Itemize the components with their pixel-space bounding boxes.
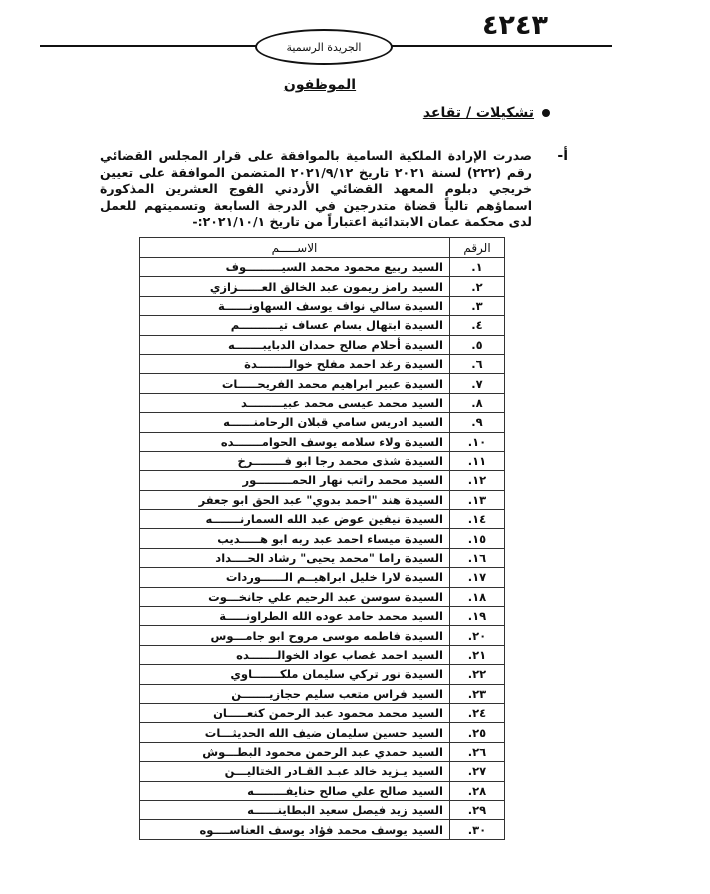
- appointee-name: السيدة ولاء سلامه يوسف الحوامـــــــده: [140, 432, 450, 451]
- appointee-name: السيد احمد غصاب عواد الخوالـــــــده: [140, 645, 450, 664]
- appointee-name: السيد صالح علي صالح حنايفــــــــه: [140, 781, 450, 800]
- row-number: ٢٣.: [450, 684, 505, 703]
- section-title: الموظفون: [283, 77, 357, 93]
- appointee-name: السيدة عبير ابراهيم محمد الفريحـــــات: [140, 374, 450, 393]
- appointee-name: السيدة نور تركي سليمان ملكـــــــاوي: [140, 665, 450, 684]
- table-row: [140, 471, 505, 490]
- row-number: ٢٩.: [450, 800, 505, 819]
- row-number: ٥.: [450, 335, 505, 354]
- appointee-name: السيد محمد محمود عبد الرحمن كنعـــــان: [140, 703, 450, 722]
- table-row: [140, 413, 505, 432]
- appointee-name: السيد ربيع محمود محمد السيـــــــــوف: [140, 258, 450, 277]
- row-number: ١٩.: [450, 607, 505, 626]
- appointee-name: السيد ادريس سامي قبلان الرحامنــــــه: [140, 413, 450, 432]
- appointee-name: السيد يـزيد خالد عبـد القـادر الختاليـــن: [140, 762, 450, 781]
- gazette-title-oval: [255, 29, 393, 65]
- appointee-name: السيدة نيفين عوض عبد الله السمارنـــــــه: [140, 510, 450, 529]
- row-number: ١٠.: [450, 432, 505, 451]
- appointee-name: السيدة لارا خليل ابراهيــم الــــــوردات: [140, 568, 450, 587]
- appointee-name: السيد زيد فيصل سعيد البطاينــــــه: [140, 800, 450, 819]
- row-number: ١٦.: [450, 548, 505, 567]
- row-number: ٢٤.: [450, 703, 505, 722]
- table-body: [140, 258, 505, 840]
- table-row: [140, 548, 505, 567]
- row-number: ١٨.: [450, 587, 505, 606]
- table-row: [140, 587, 505, 606]
- row-number: ٢١.: [450, 645, 505, 664]
- table-row: [140, 762, 505, 781]
- appointee-name: السيدة سالي نواف يوسف السهاونــــــة: [140, 296, 450, 315]
- table-row: [140, 432, 505, 451]
- table-row: [140, 723, 505, 742]
- appointee-name: السيد فراس متعب سليم حجازيـــــــن: [140, 684, 450, 703]
- name-column-header: الاســـــم: [140, 238, 450, 258]
- appointee-name: السيدة ميساء احمد عبد ربه ابو هـــــديب: [140, 529, 450, 548]
- bullet-icon: [542, 109, 550, 117]
- table-row: [140, 490, 505, 509]
- row-number: ١٧.: [450, 568, 505, 587]
- appointee-name: السيد حمدي عبد الرحمن محمود البطـــوش: [140, 742, 450, 761]
- appointee-name: السيد محمد راتب نهار الحمـــــــــور: [140, 471, 450, 490]
- appointee-name: السيدة راما "محمد يحيى" رشاد الحــــداد: [140, 548, 450, 567]
- appointee-name: السيدة رغد احمد مفلح خوالــــــــدة: [140, 354, 450, 373]
- table-row: [140, 529, 505, 548]
- table-row: [140, 781, 505, 800]
- table-row: [140, 451, 505, 470]
- table-row: [140, 335, 505, 354]
- table-row: [140, 607, 505, 626]
- appointees-table: [139, 237, 505, 840]
- row-number: ١٤.: [450, 510, 505, 529]
- number-column-header: الرقم: [450, 238, 505, 258]
- row-number: ٢٨.: [450, 781, 505, 800]
- gazette-title: الجريدة الرسمية: [286, 40, 362, 54]
- appointee-name: السيدة ابتهال بسام عساف تيــــــــــم: [140, 316, 450, 335]
- table-row: [140, 684, 505, 703]
- appointee-name: السيد حسين سليمان ضيف الله الحديثـــات: [140, 723, 450, 742]
- table-row: [140, 374, 505, 393]
- row-number: ٢٧.: [450, 762, 505, 781]
- appointee-name: السيدة أحلام صالح حمدان الدبايبـــــــه: [140, 335, 450, 354]
- table-header-row: [140, 238, 505, 258]
- table-row: [140, 800, 505, 819]
- table-row: [140, 354, 505, 373]
- appointee-name: السيد رامز ريمون عبد الخالق العــــــزازي: [140, 277, 450, 296]
- table-row: [140, 645, 505, 664]
- table-row: [140, 296, 505, 315]
- table-row: [140, 258, 505, 277]
- appointee-name: السيد محمد عيسى محمد عبيـــــــــد: [140, 393, 450, 412]
- appointee-name: السيدة شذى محمد رجا ابو فــــــــرخ: [140, 451, 450, 470]
- subsection-title: تشكيلات / تقاعد: [422, 105, 534, 121]
- appointee-name: السيد يوسف محمد فؤاد يوسف العناســــوه: [140, 820, 450, 839]
- paragraph-marker: أ-: [557, 148, 568, 164]
- row-number: ١٢.: [450, 471, 505, 490]
- table-row: [140, 703, 505, 722]
- row-number: ٢٠.: [450, 626, 505, 645]
- row-number: ٣٠.: [450, 820, 505, 839]
- row-number: ٧.: [450, 374, 505, 393]
- table-row: [140, 820, 505, 839]
- row-number: ٢٢.: [450, 665, 505, 684]
- row-number: ١٥.: [450, 529, 505, 548]
- row-number: ٤.: [450, 316, 505, 335]
- row-number: ١١.: [450, 451, 505, 470]
- table-row: [140, 510, 505, 529]
- row-number: ٢٥.: [450, 723, 505, 742]
- row-number: ١.: [450, 258, 505, 277]
- row-number: ٢٦.: [450, 742, 505, 761]
- row-number: ٢.: [450, 277, 505, 296]
- table-row: [140, 742, 505, 761]
- table-row: [140, 393, 505, 412]
- row-number: ٩.: [450, 413, 505, 432]
- page-number: ٤٢٤٣: [482, 10, 548, 41]
- table-row: [140, 568, 505, 587]
- row-number: ٦.: [450, 354, 505, 373]
- appointee-name: السيد محمد حامد عوده الله الطراونـــــة: [140, 607, 450, 626]
- table-row: [140, 277, 505, 296]
- row-number: ١٣.: [450, 490, 505, 509]
- row-number: ٨.: [450, 393, 505, 412]
- table-row: [140, 316, 505, 335]
- row-number: ٣.: [450, 296, 505, 315]
- decree-paragraph: صدرت الإرادة الملكية السامية بالموافقة على قرار المجلس القضائي رقم (٢٢٢) لسنة ٢٠٢١ تاريخ ٢٠٢١/٩/١٢ المتضمن الموافقة على تعيين خريجي دبلوم المعهد القضائي الأردني الفوج العشرين المذكورة اسماؤهم تالياً قضاة متدرجين في الدرجة السابعة وتسميتهم للعمل لدى محكمة عمان الابتدائية اعتباراً من تاريخ ٢٠٢١/١٠/١:-: [100, 148, 533, 230]
- table-row: [140, 665, 505, 684]
- appointee-name: السيدة هند "احمد بدوي" عبد الحق ابو جعفر: [140, 490, 450, 509]
- appointee-name: السيدة فاطمه موسى مروح ابو جامـــوس: [140, 626, 450, 645]
- appointee-name: السيدة سوسن عبد الرحيم علي جانخـــوت: [140, 587, 450, 606]
- subsection-heading: [423, 105, 550, 121]
- table-row: [140, 626, 505, 645]
